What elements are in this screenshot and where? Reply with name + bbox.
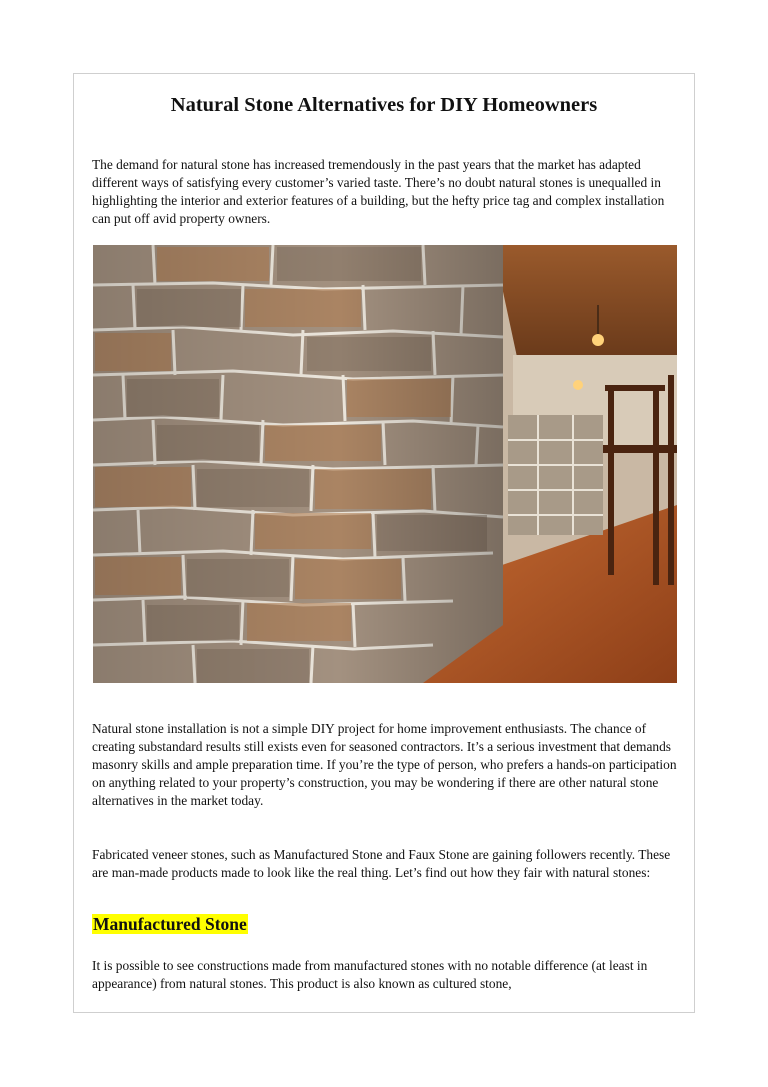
- section-heading-text: Manufactured Stone: [93, 914, 247, 934]
- veneer-paragraph: Fabricated veneer stones, such as Manufactured Stone and Faux Stone are gaining followers recently. These are man-made products made to look like the real thing. Let’s find out how they fair with natural stones:: [92, 847, 671, 880]
- document-page: [73, 73, 695, 1013]
- manufactured-stone-paragraph: It is possible to see constructions made from manufactured stones with no notable difference (at least in appearance) from natural stones. This product is also known as cultured stone,: [92, 958, 648, 991]
- document-title: Natural Stone Alternatives for DIY Homeowners: [170, 94, 598, 116]
- installation-paragraph: Natural stone installation is not a simple DIY project for home improvement enthusiasts. The chance of creating substandard results still exists even for seasoned contractors. It’s a serious investment that demands masonry skills and ample preparation time. If you’re the type of person, who prefers a hands-on participation on anything related to your property’s construction, you may be wondering if there are other natural stone alternatives in the market today.: [92, 721, 677, 808]
- intro-paragraph: The demand for natural stone has increased tremendously in the past years that the market has adapted different ways of satisfying every customer’s varied taste. There’s no doubt natural stones is unequalled in highlighting the interior and exterior features of a building, but the hefty price tag and complex installation can put off avid property owners.: [92, 157, 665, 226]
- stone-wall-photo: [93, 245, 677, 683]
- section-heading: [92, 914, 248, 935]
